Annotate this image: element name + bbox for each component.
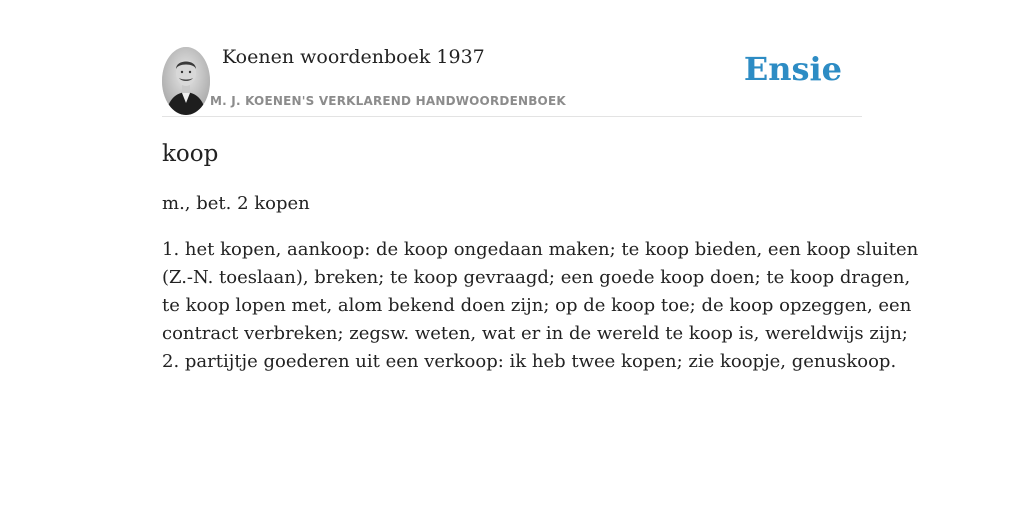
dictionary-header bbox=[162, 44, 862, 117]
entry-grammar: m., bet. 2 kopen bbox=[162, 193, 310, 214]
entry-headword: koop bbox=[162, 141, 219, 167]
definition-line: contract verbreken; zegsw. weten, wat er in de wereld te koop is, wereldwijs zijn; bbox=[162, 323, 908, 344]
book-subtitle: M. J. KOENEN'S VERKLAREND HANDWOORDENBOEK bbox=[210, 94, 566, 108]
author-portrait-icon bbox=[162, 47, 210, 115]
definition-line: 1. het kopen, aankoop: de koop ongedaan maken; te koop bieden, een koop sluiten bbox=[162, 239, 919, 260]
dictionary-entry bbox=[162, 138, 919, 376]
definition-line: te koop lopen met, alom bekend doen zijn; op de koop toe; de koop opzeggen, een bbox=[162, 295, 912, 316]
entry-definition bbox=[162, 236, 919, 376]
definition-line: 2. partijtje goederen uit een verkoop: ik heb twee kopen; zie koopje, genuskoop. bbox=[162, 351, 897, 372]
ensie-logo-link[interactable]: Ensie bbox=[743, 50, 842, 88]
book-title-link[interactable]: Koenen woordenboek 1937 bbox=[222, 46, 485, 68]
definition-line: (Z.-N. toeslaan), breken; te koop gevraagd; een goede koop doen; te koop dragen, bbox=[162, 267, 911, 288]
